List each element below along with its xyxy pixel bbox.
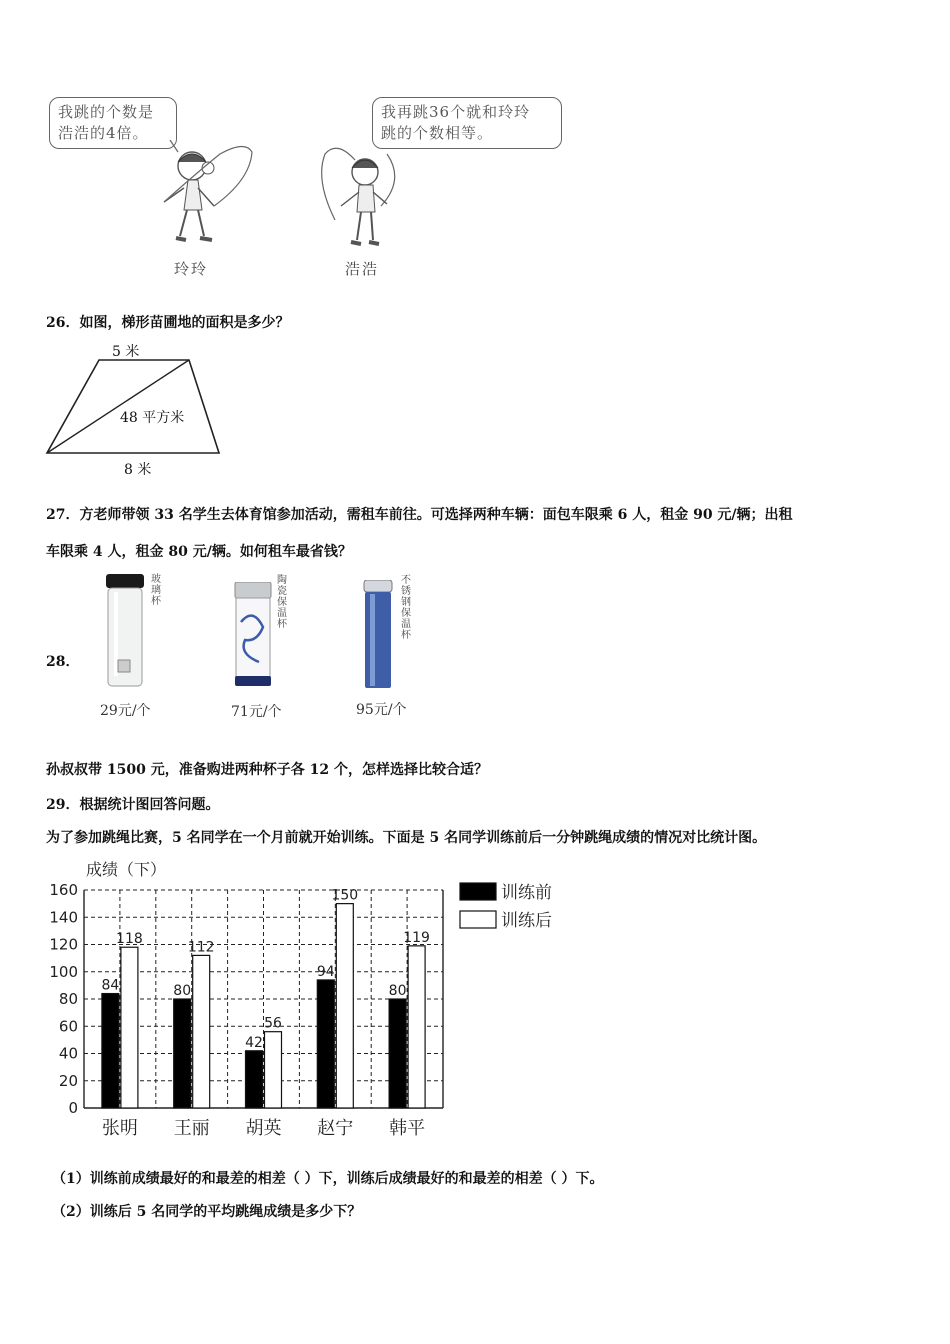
q27-line1: 27．方老师带领 33 名学生去体育馆参加活动，需租车前往。可选择两种车辆：面包车限乘 6 人，租金 90 元/辆；出租 [46, 507, 793, 523]
x-category-label: 赵宁 [317, 1118, 354, 1139]
steel-cup-image [362, 580, 394, 690]
y-tick-label: 0 [68, 1099, 78, 1117]
name-lingling: 玲玲 [174, 260, 209, 278]
bar-value-label: 42 [245, 1034, 263, 1051]
y-tick-label: 40 [58, 1044, 78, 1063]
name-haohao: 浩浩 [345, 260, 380, 278]
bar-value-label: 118 [116, 931, 143, 948]
bar-value-label: 80 [388, 983, 407, 999]
chart-x-labels [102, 1118, 425, 1139]
bubble-haohao-line1: 我再跳36个就和玲玲 [381, 103, 531, 121]
y-tick-label: 60 [58, 1017, 78, 1036]
ceramic-cup-price: 71元/个 [231, 704, 282, 720]
bar-value-label: 56 [264, 1015, 282, 1032]
bar-value-label: 84 [101, 977, 120, 994]
bar [102, 994, 119, 1108]
q29-title: 29．根据统计图回答问题。 [46, 797, 220, 813]
jump-rope-bar-chart [40, 855, 580, 1150]
bar [389, 999, 406, 1108]
q28-question: 孙叔叔带 1500 元，准备购进两种杯子各 12 个，怎样选择比较合适？ [46, 762, 488, 778]
lingling-figure [140, 140, 270, 255]
x-category-label: 张明 [101, 1118, 138, 1139]
bar-value-label: 119 [403, 929, 430, 946]
legend-swatch [460, 911, 496, 928]
y-tick-label: 160 [49, 881, 78, 899]
bar-value-label: 112 [187, 939, 215, 956]
bar-value-label: 150 [331, 887, 359, 904]
chart-y-ticks [49, 881, 78, 1117]
ceramic-cup-label-text: 陶瓷保温杯 [277, 575, 287, 630]
q29-intro: 为了参加跳绳比赛，5 名同学在一个月前就开始训练。下面是 5 名同学训练前后一分钟跳绳成绩的情况对比统计图。 [46, 830, 767, 846]
legend-swatch [460, 883, 496, 900]
x-category-label: 王丽 [173, 1118, 210, 1139]
haohao-figure [315, 140, 415, 255]
bar [193, 955, 210, 1108]
bubble-haohao-line2: 跳的个数相等。 [381, 124, 494, 142]
y-tick-label: 80 [58, 990, 78, 1008]
chart-bars [101, 888, 429, 1108]
steel-cup-label [400, 575, 412, 641]
ceramic-cup-label [276, 575, 288, 630]
y-tick-label: 20 [58, 1071, 78, 1090]
y-tick-label: 100 [49, 962, 78, 981]
ceramic-cup-image [233, 582, 273, 688]
legend-label: 训练后 [501, 911, 552, 931]
y-tick-label: 120 [49, 935, 78, 954]
trapezoid-top-label: 5 米 [112, 344, 140, 360]
legend-label: 训练前 [501, 883, 552, 903]
q29-sub1: （1）训练前成绩最好的和最差的相差（ ）下，训练后成绩最好的和最差的相差（ ）下。 [52, 1171, 604, 1187]
q27-line2: 车限乘 4 人，租金 80 元/辆。如何租车最省钱？ [46, 544, 352, 560]
chart-legend [460, 883, 552, 931]
trapezoid-bottom-label: 8 米 [124, 462, 152, 478]
trapezoid-area-label: 48 平方米 [120, 410, 185, 426]
bar [174, 999, 191, 1108]
q29-sub2: （2）训练后 5 名同学的平均跳绳成绩是多少下？ [52, 1204, 362, 1220]
q26-text: 26．如图，梯形苗圃地的面积是多少？ [46, 315, 290, 331]
bubble-lingling-line2: 浩浩的4倍。 [58, 124, 149, 142]
bar [121, 947, 138, 1108]
bar-value-label: 80 [173, 983, 192, 999]
y-tick-label: 140 [49, 908, 78, 927]
bar-value-label: 94 [316, 963, 335, 980]
steel-cup-price: 95元/个 [356, 702, 407, 718]
bar [265, 1032, 282, 1108]
chart-y-axis-title: 成绩（下） [86, 860, 167, 879]
glass-cup-label-text: 玻璃杯 [151, 574, 161, 607]
glass-cup-label [150, 574, 162, 607]
q28-number: 28． [46, 654, 80, 670]
bubble-lingling-line1: 我跳的个数是 [58, 103, 155, 121]
glass-cup-price: 29元/个 [100, 703, 151, 719]
x-category-label: 韩平 [389, 1118, 426, 1139]
glass-cup-image [104, 574, 148, 690]
bar [408, 946, 425, 1108]
bar [246, 1051, 263, 1108]
bar [336, 904, 353, 1108]
x-category-label: 胡英 [245, 1118, 282, 1139]
bar [317, 980, 334, 1108]
steel-cup-label-text: 不锈钢保温杯 [401, 575, 411, 641]
